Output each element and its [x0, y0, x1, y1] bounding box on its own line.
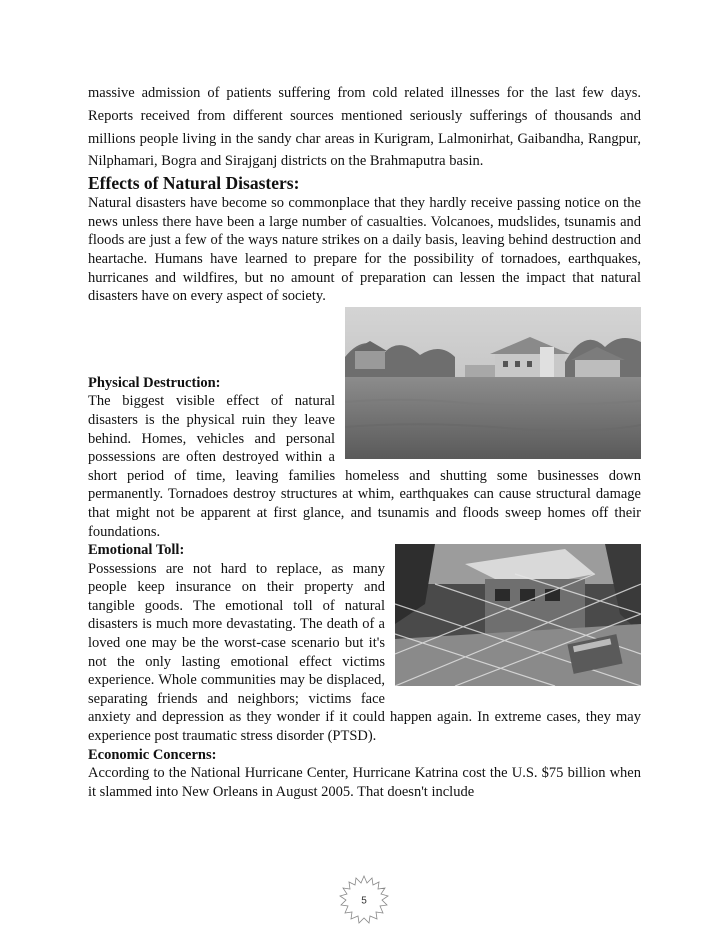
physical-paragraph: The biggest visible effect of natural disasters is the physical ruin they leave behind. Homes, vehicles and personal possessions are often destroyed within a short period of time, leaving families homeless and shutting some businesses down permanently. Tornadoes destroy structures at whim, earthquakes can cause structural damage that might not be apparent at first glance, and tsunamis and floods sweep homes off their foundations.: [88, 393, 641, 540]
physical-heading: Physical Destruction:: [88, 374, 221, 391]
emotional-paragraph: Possessions are not hard to replace, as many people keep insurance on their property and tangible goods. The emotional toll of natural disasters is much more devastating. The death of a loved one may be the worst-case scenario but it's not the only lasting emotional effect victims experience. Whole communities may be displaced, separating friends and neighbors; victims face anxiety and depression as they wonder if it could happen again. In extreme cases, they may experience post traumatic stress disorder (PTSD).: [88, 560, 641, 745]
emotional-heading: Emotional Toll:: [88, 542, 185, 559]
page-number-badge: [339, 874, 389, 924]
document-body: [88, 82, 641, 801]
economic-heading: Economic Concerns:: [88, 746, 217, 763]
page-number: 5: [361, 895, 367, 907]
intro-paragraph: massive admission of patients suffering from cold related illnesses for the last few days. Reports received from different sources mentioned seriously sufferings of thousands and millions people living in the sandy char areas in Kurigram, Lalmonirhat, Gaibandha, Rangpur, Nilphamari, Bogra and Sirajganj districts on the Brahmaputra basin.: [88, 85, 641, 170]
flood-photo: [345, 307, 641, 459]
economic-paragraph: According to the National Hurricane Center, Hurricane Katrina cost the U.S. $75 billion when it slammed into New Orleans in August 2005. That doesn't include: [88, 765, 641, 800]
section-paragraph: Natural disasters have become so commonplace that they hardly receive passing notice on the news unless there have been a large number of casualties. Volcanoes, mudslides, tsunamis and floods are just a few of the ways nature strikes on a daily basis, leaving behind destruction and heartache. Humans have learned to prepare for the possibility of tornadoes, earthquakes, hurricanes and wildfires, but no amount of preparation can lessen the impact that natural disasters have on every aspect of society.: [88, 195, 641, 305]
section-heading: Effects of Natural Disasters:: [88, 173, 300, 194]
earthquake-photo: [395, 544, 641, 686]
